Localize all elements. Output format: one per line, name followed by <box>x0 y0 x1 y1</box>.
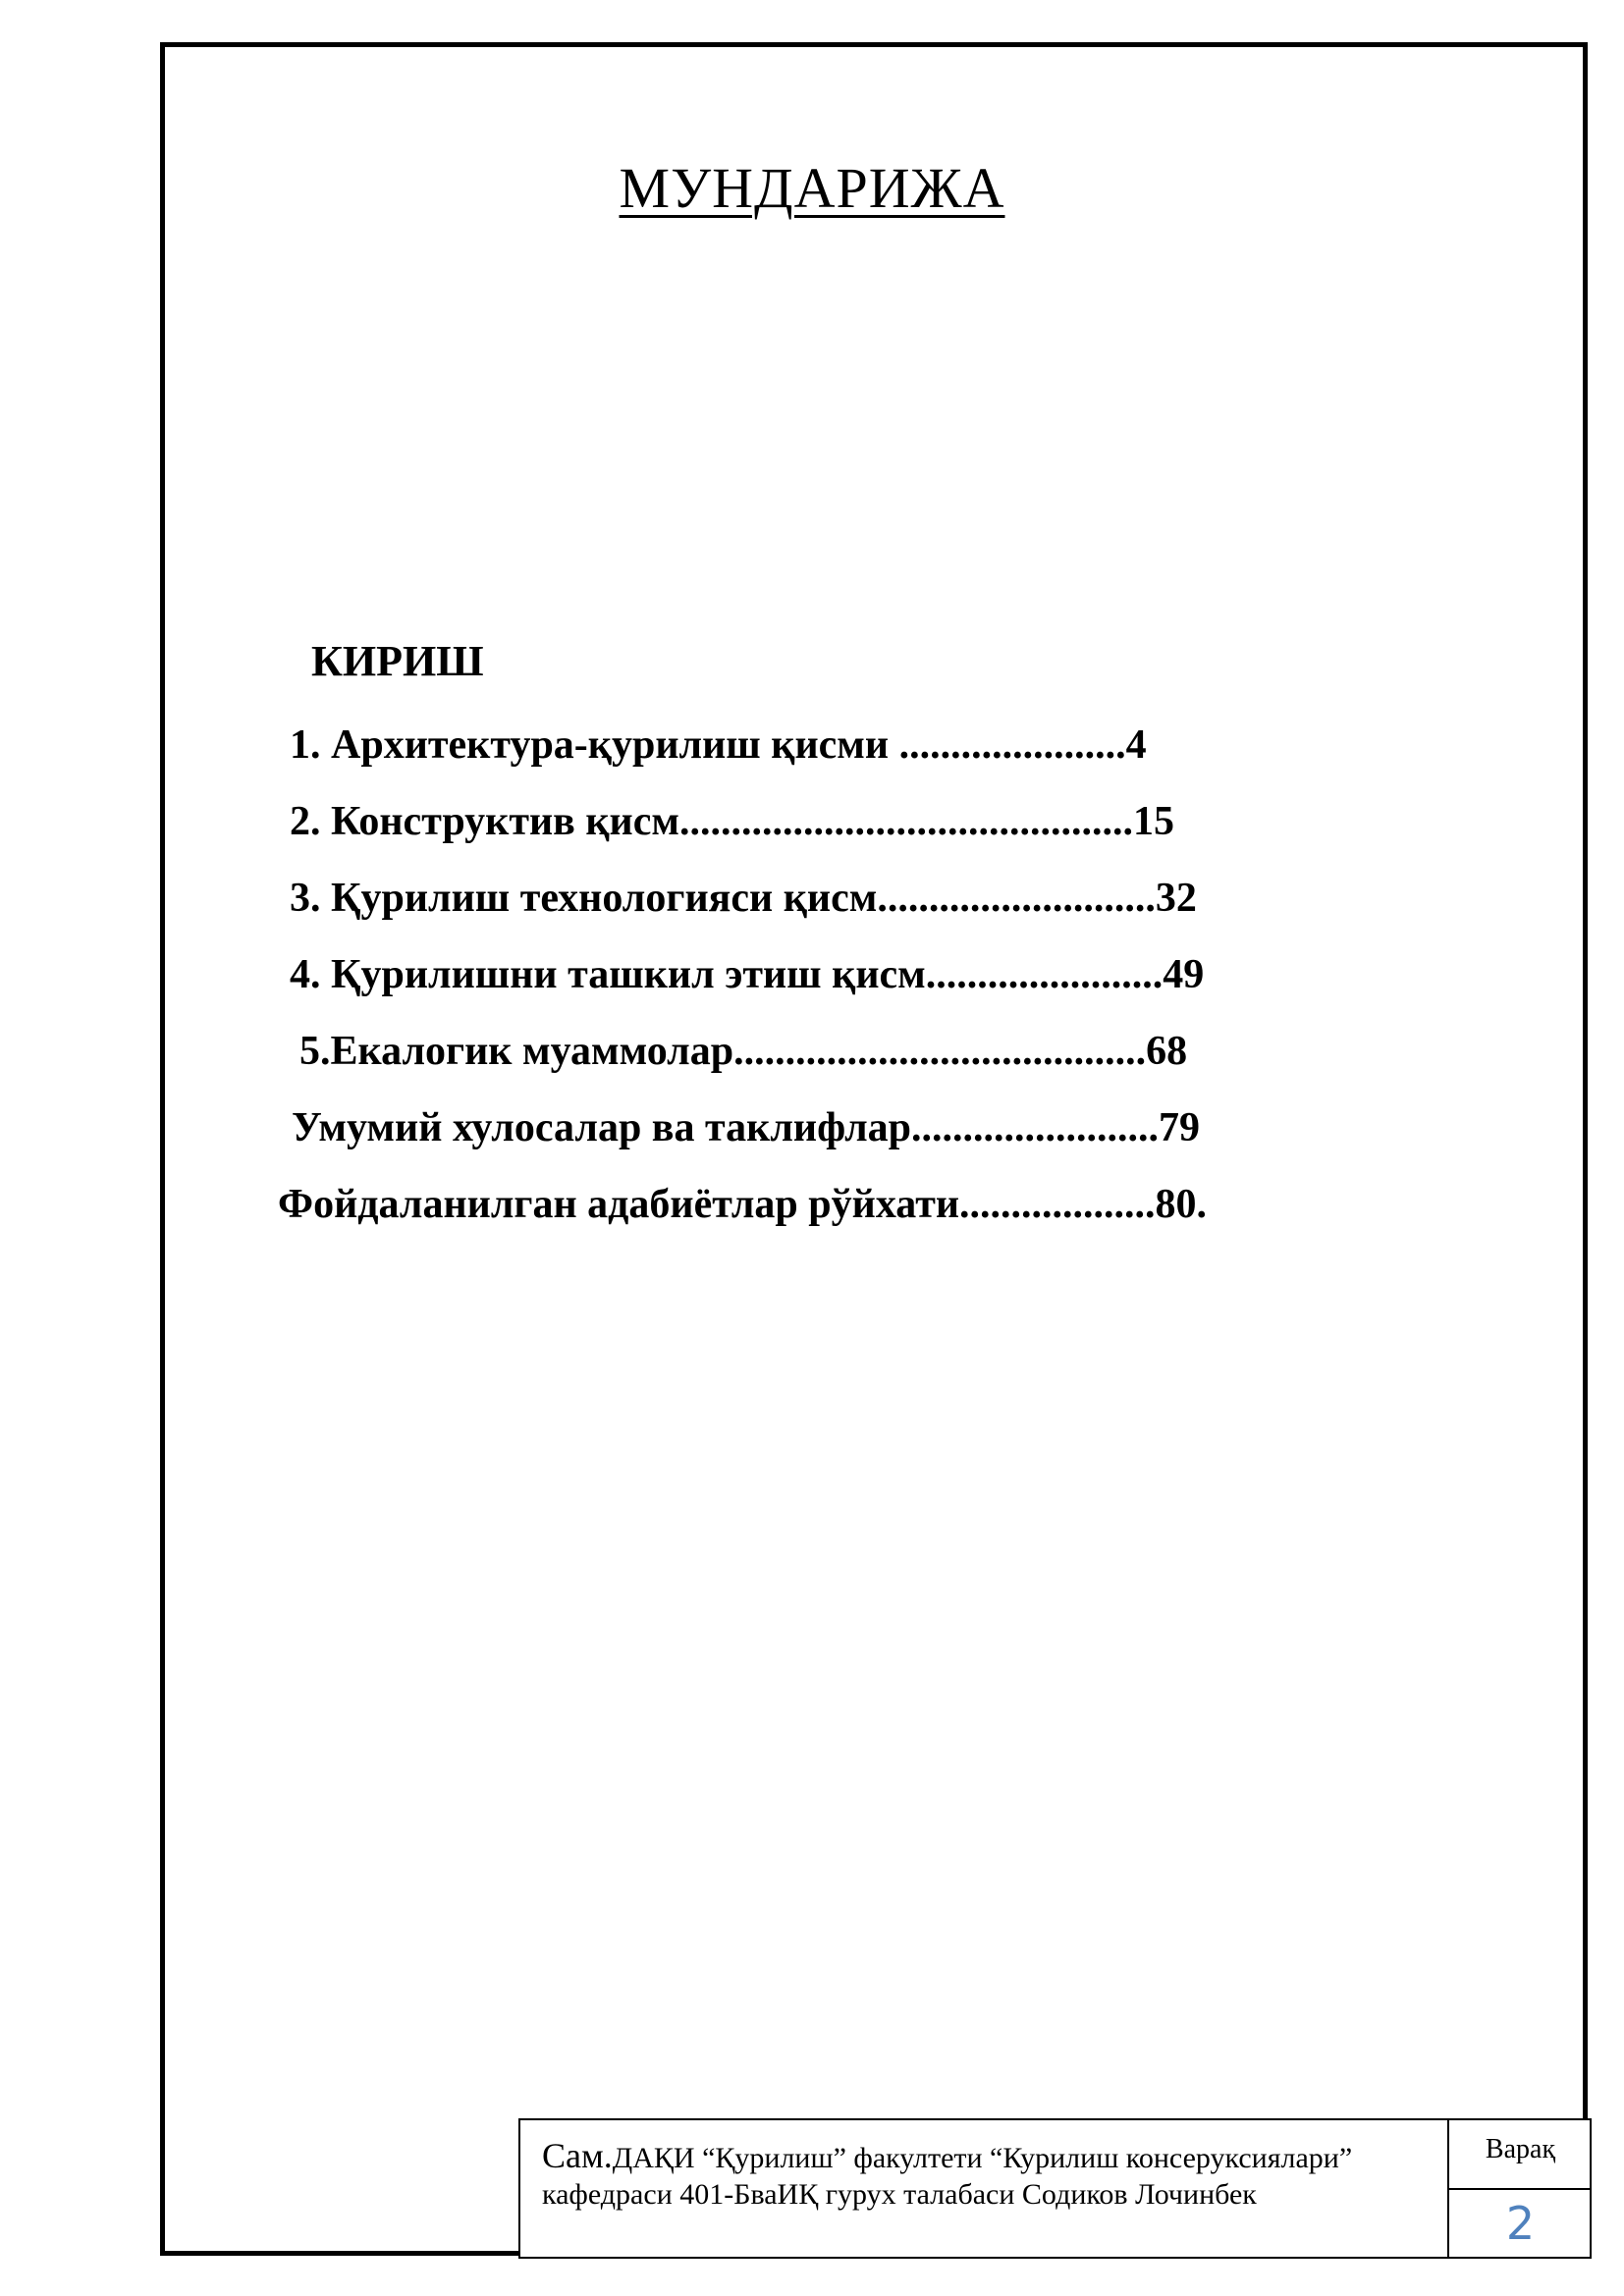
toc-item-architecture: 1. Архитектура-қурилиш қисми ......................4 <box>290 722 1147 768</box>
toc-item-conclusions: Умумий хулосалар ва таклифлар........................79 <box>292 1105 1201 1150</box>
sheet-label: Варақ <box>1485 2134 1556 2164</box>
title-block-horizontal-divider <box>1447 2188 1592 2190</box>
toc-item-organization: 4. Қурилишни ташкил этиш қисм.......................49 <box>290 952 1205 997</box>
document-title: МУНДАРИЖА <box>619 156 1005 220</box>
toc-item-construction: 2. Конструктив қисм............................................15 <box>290 799 1175 844</box>
toc-item-technology: 3. Қурилиш технологияси қисм...........................32 <box>290 876 1197 921</box>
title-block-line-1 <box>542 2138 1465 2176</box>
title-block-line-2: кафедраси 401-БваИҚ гурух талабаси Содиков Лочинбек <box>542 2178 1257 2211</box>
sheet-number: 2 <box>1505 2197 1536 2250</box>
toc-item-ecology: 5.Екалогик муаммолар........................................68 <box>299 1029 1188 1074</box>
title-block-lead: Сам. <box>542 2138 613 2175</box>
title-block-text <box>542 2138 1465 2213</box>
toc-item-references: Фойдаланилган адабиётлар рўйхати...................80. <box>278 1182 1208 1227</box>
toc-heading: КИРИШ <box>311 637 484 685</box>
title-block <box>518 2118 1592 2259</box>
title-block-line-1-rest: ДАҚИ “Қурилиш” факултети “Курилиш консеруксиялари” <box>612 2142 1353 2174</box>
